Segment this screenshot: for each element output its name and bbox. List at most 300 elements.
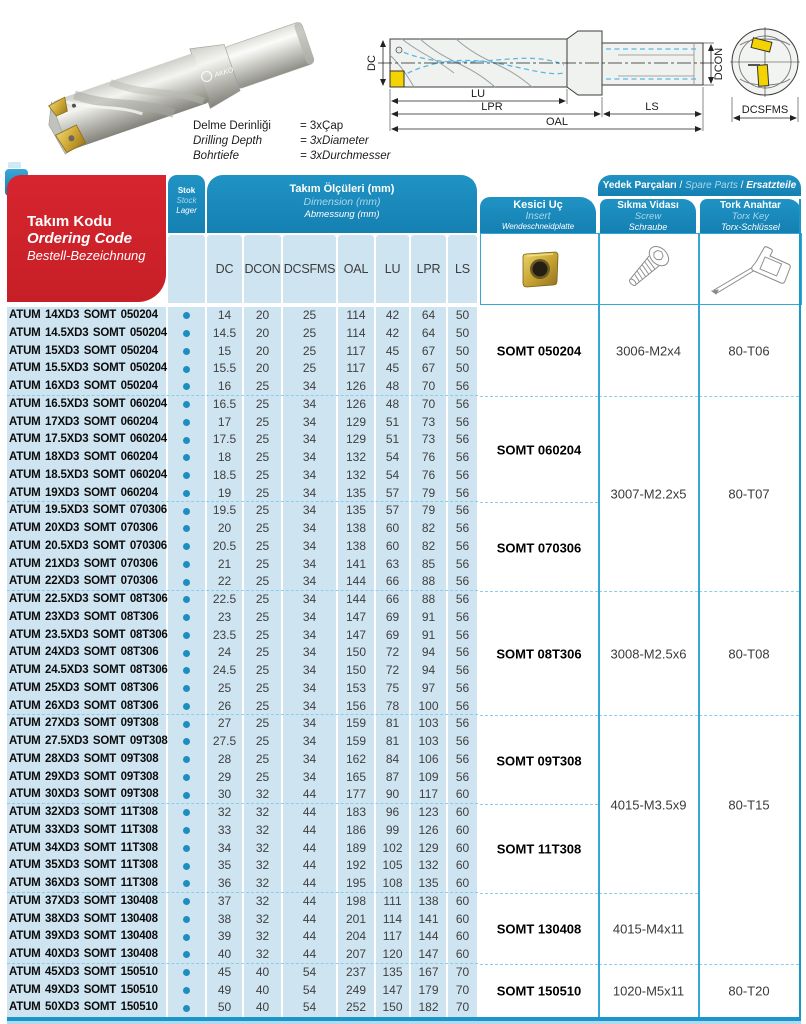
dim-cell: 32 bbox=[244, 804, 281, 822]
dim-cell: 67 bbox=[411, 360, 446, 378]
separator: / bbox=[740, 180, 744, 191]
header-spacer bbox=[7, 235, 166, 303]
stock-dot bbox=[183, 543, 190, 550]
ordering-code-cell: ATUM 14XD3 SOMT 050204 bbox=[7, 307, 166, 325]
dim-cell: 19.5 bbox=[207, 502, 242, 520]
dim-cell: 25 bbox=[244, 573, 281, 591]
dim-cell: 141 bbox=[411, 911, 446, 929]
dim-cell: 99 bbox=[376, 822, 409, 840]
table-row bbox=[7, 733, 478, 751]
dim-cell: 159 bbox=[338, 715, 374, 733]
torx-cell bbox=[699, 307, 799, 396]
dim-cell: 57 bbox=[376, 502, 409, 520]
dim-cell: 135 bbox=[338, 485, 374, 503]
dim-cell: 32 bbox=[244, 840, 281, 858]
dim-cell: 25 bbox=[244, 591, 281, 609]
stock-dot bbox=[183, 579, 190, 586]
dim-cell: 34 bbox=[283, 431, 336, 449]
torx-cell bbox=[699, 396, 799, 592]
table-row bbox=[7, 928, 478, 946]
dim-cell: 76 bbox=[411, 467, 446, 485]
dim-cell: 34 bbox=[283, 556, 336, 574]
table-row bbox=[7, 875, 478, 893]
dim-cell: 102 bbox=[376, 840, 409, 858]
grid-line bbox=[598, 233, 600, 1017]
spare-part-label: 1020-M5x11 bbox=[612, 983, 685, 999]
dim-cell: 16.5 bbox=[207, 396, 242, 414]
insert-header bbox=[480, 197, 596, 233]
dim-cell: 20.5 bbox=[207, 538, 242, 556]
spare-part-label: 80-T15 bbox=[728, 797, 770, 813]
ordering-code-cell: ATUM 24.5XD3 SOMT 08T306 bbox=[7, 662, 166, 680]
ordering-code-cell: ATUM 36XD3 SOMT 11T308 bbox=[7, 875, 166, 893]
dim-cell: 123 bbox=[411, 804, 446, 822]
dim-cell: 38 bbox=[207, 911, 242, 929]
dim-cell: 138 bbox=[411, 893, 446, 911]
dim-column-header: OAL bbox=[338, 235, 374, 303]
dim-cell: 40 bbox=[244, 999, 281, 1017]
stock-dot bbox=[183, 490, 190, 497]
dim-cell: 56 bbox=[448, 769, 477, 787]
ordering-code-cell: ATUM 23XD3 SOMT 08T306 bbox=[7, 609, 166, 627]
dim-cell: 56 bbox=[448, 733, 477, 751]
dim-cell: 56 bbox=[448, 467, 477, 485]
dim-cell: 20 bbox=[244, 307, 281, 325]
label-oal: OAL bbox=[545, 116, 569, 128]
dim-cell: 32 bbox=[244, 928, 281, 946]
dim-cell: 44 bbox=[283, 928, 336, 946]
stock-cell bbox=[168, 396, 205, 414]
dims-header-en: Dimension (mm) bbox=[303, 196, 381, 208]
dim-cell: 40 bbox=[244, 982, 281, 1000]
dim-cell: 147 bbox=[376, 982, 409, 1000]
dim-cell: 37 bbox=[207, 893, 242, 911]
stock-cell bbox=[168, 502, 205, 520]
dim-cell: 34 bbox=[283, 751, 336, 769]
ordering-code-cell: ATUM 17.5XD3 SOMT 060204 bbox=[7, 431, 166, 449]
dim-cell: 84 bbox=[376, 751, 409, 769]
dim-cell: 60 bbox=[448, 946, 477, 964]
dim-cell: 72 bbox=[376, 662, 409, 680]
table-row bbox=[7, 325, 478, 343]
torx-header-en: Torx Key bbox=[731, 210, 770, 222]
dim-cell: 44 bbox=[283, 857, 336, 875]
spare-part-label: 80-T08 bbox=[728, 646, 770, 662]
stock-dot bbox=[183, 827, 190, 834]
stock-cell bbox=[168, 431, 205, 449]
table-row bbox=[7, 822, 478, 840]
table-row bbox=[7, 698, 478, 716]
dim-cell: 34 bbox=[283, 378, 336, 396]
stock-header-en: Stock bbox=[176, 196, 197, 205]
table-row bbox=[7, 485, 478, 503]
dim-cell: 108 bbox=[376, 875, 409, 893]
stock-header-tr: Stok bbox=[177, 186, 196, 195]
stock-subheader bbox=[168, 235, 205, 303]
spare-part-label: SOMT 09T308 bbox=[496, 753, 582, 769]
dim-cell: 51 bbox=[376, 414, 409, 432]
insert-cell bbox=[480, 964, 598, 1018]
dim-cell: 56 bbox=[448, 520, 477, 538]
dim-cell: 165 bbox=[338, 769, 374, 787]
dim-cell: 56 bbox=[448, 662, 477, 680]
dim-cell: 75 bbox=[376, 680, 409, 698]
dim-cell: 36 bbox=[207, 875, 242, 893]
dim-cell: 27.5 bbox=[207, 733, 242, 751]
dim-cell: 73 bbox=[411, 431, 446, 449]
stock-cell bbox=[168, 520, 205, 538]
dim-cell: 126 bbox=[338, 396, 374, 414]
dim-cell: 60 bbox=[448, 786, 477, 804]
stock-dot bbox=[183, 330, 190, 337]
dim-column-header: DC bbox=[207, 235, 242, 303]
dim-cell: 56 bbox=[448, 715, 477, 733]
stock-cell bbox=[168, 644, 205, 662]
ordering-code-cell: ATUM 49XD3 SOMT 150510 bbox=[7, 982, 166, 1000]
dim-cell: 34 bbox=[283, 627, 336, 645]
dim-cell: 135 bbox=[338, 502, 374, 520]
dim-cell: 32 bbox=[244, 875, 281, 893]
table-right-border bbox=[799, 199, 802, 1017]
stock-cell bbox=[168, 822, 205, 840]
ordering-code-cell: ATUM 19.5XD3 SOMT 070306 bbox=[7, 502, 166, 520]
dim-cell: 96 bbox=[376, 804, 409, 822]
dim-cell: 56 bbox=[448, 502, 477, 520]
dim-cell: 34 bbox=[283, 467, 336, 485]
stock-dot bbox=[183, 898, 190, 905]
spare-parts-header bbox=[598, 175, 801, 196]
dim-cell: 114 bbox=[338, 325, 374, 343]
dim-cell: 150 bbox=[338, 644, 374, 662]
dim-cell: 42 bbox=[376, 325, 409, 343]
dim-cell: 25 bbox=[207, 680, 242, 698]
dim-cell: 22.5 bbox=[207, 591, 242, 609]
dim-cell: 50 bbox=[448, 325, 477, 343]
table-row bbox=[7, 414, 478, 432]
screw-header-de: Schraube bbox=[628, 222, 668, 232]
table-row bbox=[7, 591, 478, 609]
dim-cell: 25 bbox=[244, 751, 281, 769]
insert-cell bbox=[480, 804, 598, 894]
stock-cell bbox=[168, 769, 205, 787]
dim-cell: 14 bbox=[207, 307, 242, 325]
label-dcsfms: DCSFMS bbox=[741, 104, 789, 116]
stock-dot bbox=[183, 934, 190, 941]
depth-value: = 3xDiameter bbox=[300, 135, 369, 147]
dim-cell: 147 bbox=[338, 609, 374, 627]
dim-cell: 60 bbox=[448, 875, 477, 893]
dim-cell: 72 bbox=[376, 644, 409, 662]
dim-cell: 138 bbox=[338, 538, 374, 556]
dim-cell: 34 bbox=[283, 485, 336, 503]
dim-cell: 147 bbox=[411, 946, 446, 964]
dim-cell: 34 bbox=[283, 520, 336, 538]
stock-dot bbox=[183, 703, 190, 710]
stock-cell bbox=[168, 556, 205, 574]
table-body bbox=[7, 307, 478, 1017]
dimension-diagram bbox=[350, 5, 806, 165]
dim-cell: 126 bbox=[338, 378, 374, 396]
dim-cell: 189 bbox=[338, 840, 374, 858]
spare-parts-cells bbox=[480, 307, 801, 1017]
dim-cell: 132 bbox=[338, 467, 374, 485]
dim-cell: 156 bbox=[338, 698, 374, 716]
stock-dot bbox=[183, 596, 190, 603]
dim-cell: 153 bbox=[338, 680, 374, 698]
dim-cell: 94 bbox=[411, 662, 446, 680]
ordering-header-tr: Takım Kodu bbox=[27, 213, 112, 230]
dim-cell: 57 bbox=[376, 485, 409, 503]
screw-cell bbox=[599, 893, 698, 965]
insert-side-view bbox=[390, 71, 404, 87]
dim-cell: 78 bbox=[376, 698, 409, 716]
column-headers bbox=[7, 235, 478, 303]
dim-cell: 79 bbox=[411, 502, 446, 520]
dim-cell: 50 bbox=[448, 307, 477, 325]
dim-cell: 50 bbox=[448, 360, 477, 378]
table-row bbox=[7, 715, 478, 733]
dim-cell: 177 bbox=[338, 786, 374, 804]
stock-dot bbox=[183, 650, 190, 657]
dim-cell: 25 bbox=[244, 644, 281, 662]
dim-cell: 50 bbox=[207, 999, 242, 1017]
dim-cell: 34 bbox=[283, 414, 336, 432]
dim-cell: 70 bbox=[448, 964, 477, 982]
dim-cell: 44 bbox=[283, 840, 336, 858]
dim-cell: 109 bbox=[411, 769, 446, 787]
dim-cell: 69 bbox=[376, 609, 409, 627]
dim-cell: 24.5 bbox=[207, 662, 242, 680]
stock-cell bbox=[168, 911, 205, 929]
table-row bbox=[7, 840, 478, 858]
dim-cell: 117 bbox=[376, 928, 409, 946]
spare-header-en: Spare Parts bbox=[685, 180, 738, 191]
ordering-code-cell: ATUM 16.5XD3 SOMT 060204 bbox=[7, 396, 166, 414]
dim-cell: 82 bbox=[411, 520, 446, 538]
spare-part-label: SOMT 060204 bbox=[496, 442, 582, 458]
dim-cell: 25 bbox=[244, 396, 281, 414]
stock-dot bbox=[183, 845, 190, 852]
table-row bbox=[7, 999, 478, 1017]
dim-cell: 25 bbox=[244, 733, 281, 751]
torx-cell bbox=[699, 591, 799, 716]
ordering-code-cell: ATUM 24XD3 SOMT 08T306 bbox=[7, 644, 166, 662]
torx-cell bbox=[699, 964, 799, 1018]
dim-cell: 120 bbox=[376, 946, 409, 964]
dim-cell: 183 bbox=[338, 804, 374, 822]
spare-part-label: 4015-M3.5x9 bbox=[610, 797, 687, 813]
spare-part-label: 3007-M2.2x5 bbox=[610, 486, 687, 502]
table-row bbox=[7, 449, 478, 467]
stock-dot bbox=[183, 366, 190, 373]
stock-cell bbox=[168, 698, 205, 716]
ordering-code-cell: ATUM 23.5XD3 SOMT 08T306 bbox=[7, 627, 166, 645]
stock-cell bbox=[168, 662, 205, 680]
drill-front-view bbox=[730, 27, 800, 97]
insert-cell bbox=[480, 307, 598, 396]
dim-cell: 35 bbox=[207, 857, 242, 875]
stock-cell bbox=[168, 449, 205, 467]
dim-cell: 63 bbox=[376, 556, 409, 574]
stock-cell bbox=[168, 786, 205, 804]
stock-dot bbox=[183, 614, 190, 621]
stock-cell bbox=[168, 627, 205, 645]
dim-cell: 32 bbox=[207, 804, 242, 822]
dim-cell: 20 bbox=[244, 325, 281, 343]
dim-cell: 44 bbox=[283, 786, 336, 804]
dim-column-header: DCSFMS bbox=[283, 235, 336, 303]
dim-cell: 50 bbox=[448, 343, 477, 361]
dim-cell: 40 bbox=[244, 964, 281, 982]
ordering-code-cell: ATUM 50XD3 SOMT 150510 bbox=[7, 999, 166, 1017]
dim-cell: 51 bbox=[376, 431, 409, 449]
table-row bbox=[7, 573, 478, 591]
stock-dot bbox=[183, 880, 190, 887]
ordering-header-de: Bestell-Bezeichnung bbox=[27, 248, 146, 263]
ordering-code-cell: ATUM 20.5XD3 SOMT 070306 bbox=[7, 538, 166, 556]
brand-mark: AKKO bbox=[213, 66, 235, 80]
torx-cell bbox=[699, 715, 799, 965]
dim-cell: 25 bbox=[244, 627, 281, 645]
dim-cell: 34 bbox=[283, 715, 336, 733]
stock-cell bbox=[168, 840, 205, 858]
spare-part-label: SOMT 050204 bbox=[496, 343, 582, 359]
dim-cell: 56 bbox=[448, 609, 477, 627]
dim-cell: 129 bbox=[338, 414, 374, 432]
table-row bbox=[7, 627, 478, 645]
table-row bbox=[7, 360, 478, 378]
dim-cell: 25 bbox=[244, 449, 281, 467]
dim-cell: 129 bbox=[411, 840, 446, 858]
stock-dot bbox=[183, 454, 190, 461]
dim-cell: 70 bbox=[448, 982, 477, 1000]
stock-dot bbox=[183, 951, 190, 958]
depth-label: Bohrtiefe bbox=[193, 150, 240, 162]
dim-cell: 28 bbox=[207, 751, 242, 769]
stock-dot bbox=[183, 916, 190, 923]
stock-dot bbox=[183, 401, 190, 408]
stock-cell bbox=[168, 414, 205, 432]
stock-cell bbox=[168, 485, 205, 503]
dim-cell: 17.5 bbox=[207, 431, 242, 449]
stock-cell bbox=[168, 325, 205, 343]
dim-cell: 126 bbox=[411, 822, 446, 840]
torx-header bbox=[700, 199, 801, 233]
dim-cell: 150 bbox=[338, 662, 374, 680]
ordering-code-cell: ATUM 18XD3 SOMT 060204 bbox=[7, 449, 166, 467]
stock-cell bbox=[168, 360, 205, 378]
table-row bbox=[7, 946, 478, 964]
stock-cell bbox=[168, 343, 205, 361]
insert-header-en: Insert bbox=[525, 211, 551, 222]
ordering-code-cell: ATUM 33XD3 SOMT 11T308 bbox=[7, 822, 166, 840]
dim-cell: 56 bbox=[448, 556, 477, 574]
dim-cell: 135 bbox=[411, 875, 446, 893]
dim-cell: 18.5 bbox=[207, 467, 242, 485]
dim-cell: 44 bbox=[283, 911, 336, 929]
ordering-code-cell: ATUM 27XD3 SOMT 09T308 bbox=[7, 715, 166, 733]
ordering-code-cell: ATUM 28XD3 SOMT 09T308 bbox=[7, 751, 166, 769]
stock-dot bbox=[183, 561, 190, 568]
stock-dot bbox=[183, 667, 190, 674]
dim-cell: 25 bbox=[244, 769, 281, 787]
dim-cell: 70 bbox=[411, 396, 446, 414]
dim-cell: 195 bbox=[338, 875, 374, 893]
dim-cell: 88 bbox=[411, 591, 446, 609]
dim-cell: 56 bbox=[448, 485, 477, 503]
ordering-code-cell: ATUM 25XD3 SOMT 08T306 bbox=[7, 680, 166, 698]
dim-cell: 44 bbox=[283, 893, 336, 911]
stock-cell bbox=[168, 573, 205, 591]
dim-cell: 44 bbox=[283, 946, 336, 964]
depth-value: = 3xDurchmesser bbox=[300, 150, 391, 162]
spare-part-label: SOMT 11T308 bbox=[496, 841, 582, 857]
insert-cell bbox=[480, 396, 598, 504]
dim-cell: 44 bbox=[283, 822, 336, 840]
dim-cell: 56 bbox=[448, 538, 477, 556]
table-row bbox=[7, 431, 478, 449]
insert-cell bbox=[480, 502, 598, 592]
table-row bbox=[7, 857, 478, 875]
screw-drawing bbox=[620, 240, 678, 298]
dim-cell: 237 bbox=[338, 964, 374, 982]
ordering-code-cell: ATUM 15.5XD3 SOMT 050204 bbox=[7, 360, 166, 378]
dim-cell: 56 bbox=[448, 396, 477, 414]
dim-cell: 25 bbox=[244, 662, 281, 680]
dim-cell: 34 bbox=[283, 733, 336, 751]
dim-cell: 45 bbox=[207, 964, 242, 982]
dim-cell: 56 bbox=[448, 627, 477, 645]
ordering-code-cell: ATUM 29XD3 SOMT 09T308 bbox=[7, 769, 166, 787]
dim-cell: 32 bbox=[244, 893, 281, 911]
dim-cell: 23 bbox=[207, 609, 242, 627]
dim-cell: 56 bbox=[448, 698, 477, 716]
dim-cell: 25 bbox=[244, 502, 281, 520]
stock-cell bbox=[168, 609, 205, 627]
dim-cell: 25 bbox=[244, 538, 281, 556]
dim-cell: 103 bbox=[411, 733, 446, 751]
dim-cell: 179 bbox=[411, 982, 446, 1000]
dim-cell: 88 bbox=[411, 573, 446, 591]
spare-part-label: SOMT 070306 bbox=[496, 540, 582, 556]
dim-cell: 26 bbox=[207, 698, 242, 716]
dim-cell: 29 bbox=[207, 769, 242, 787]
dim-cell: 54 bbox=[283, 982, 336, 1000]
ordering-code-cell: ATUM 20XD3 SOMT 070306 bbox=[7, 520, 166, 538]
table-row bbox=[7, 769, 478, 787]
dim-cell: 14.5 bbox=[207, 325, 242, 343]
dim-cell: 34 bbox=[283, 662, 336, 680]
spare-part-label: 3006-M2x4 bbox=[615, 343, 682, 359]
table-row bbox=[7, 467, 478, 485]
dim-cell: 15.5 bbox=[207, 360, 242, 378]
table-row bbox=[7, 556, 478, 574]
dim-cell: 132 bbox=[338, 449, 374, 467]
ordering-code-cell: ATUM 22.5XD3 SOMT 08T306 bbox=[7, 591, 166, 609]
dim-cell: 60 bbox=[448, 893, 477, 911]
dim-cell: 105 bbox=[376, 857, 409, 875]
dim-cell: 60 bbox=[376, 520, 409, 538]
dim-cell: 25 bbox=[244, 467, 281, 485]
torx-header-de: Torx-Schlüssel bbox=[721, 222, 780, 232]
dim-cell: 144 bbox=[411, 928, 446, 946]
ordering-code-cell: ATUM 19XD3 SOMT 060204 bbox=[7, 485, 166, 503]
dim-cell: 34 bbox=[283, 591, 336, 609]
dim-cell: 56 bbox=[448, 680, 477, 698]
ordering-code-cell: ATUM 45XD3 SOMT 150510 bbox=[7, 964, 166, 982]
dim-cell: 91 bbox=[411, 609, 446, 627]
stock-dot bbox=[183, 525, 190, 532]
